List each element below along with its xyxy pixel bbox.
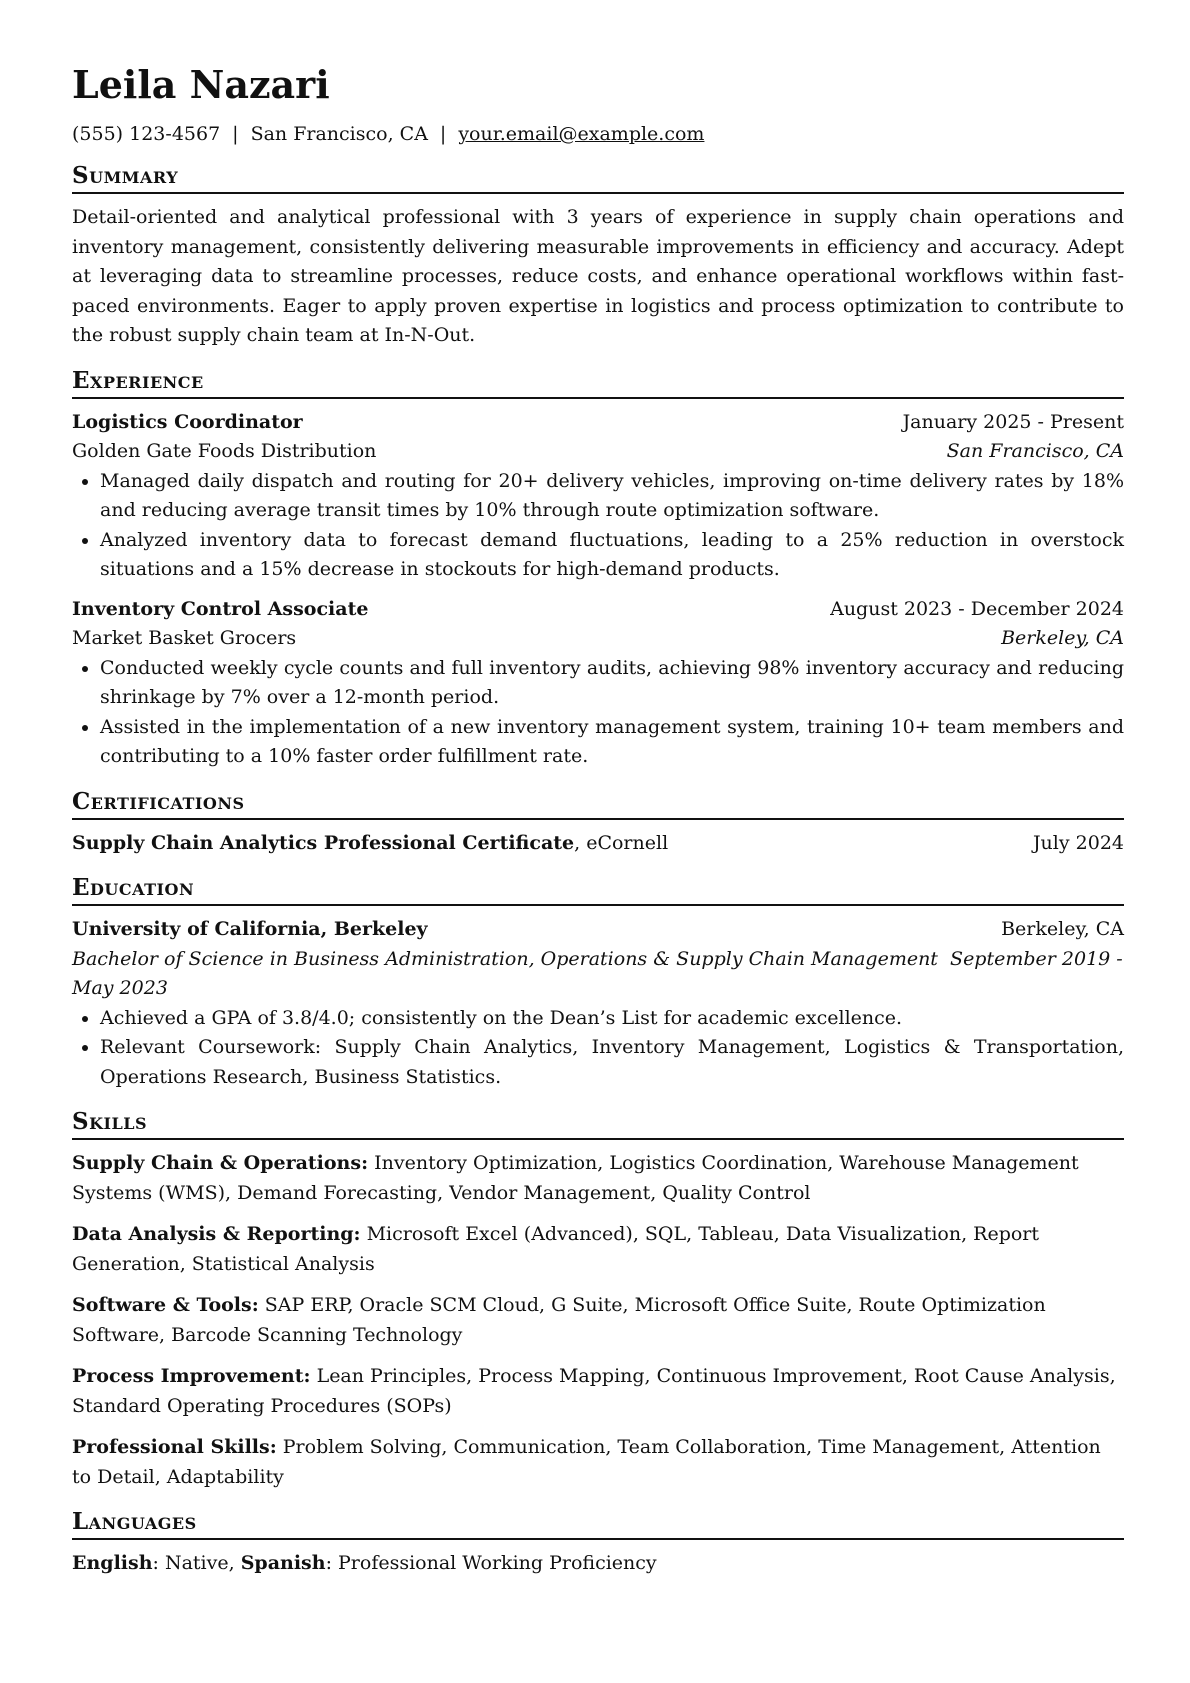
skill-group [72, 1362, 1124, 1421]
certifications-section [72, 787, 1124, 859]
job-bullets [72, 467, 1124, 585]
location: San Francisco, CA [250, 123, 428, 145]
section-title: Skills [72, 1107, 1124, 1140]
language-name: Spanish [240, 1552, 326, 1574]
skills-section [72, 1107, 1124, 1492]
education-bullets [72, 1004, 1124, 1093]
certification-name: Supply Chain Analytics Professional Certificate [72, 831, 575, 854]
section-title: Languages [72, 1507, 1124, 1540]
certification-date: July 2024 [1032, 831, 1124, 854]
certification-issuer: , eCornell [574, 831, 669, 854]
summary-section [72, 161, 1124, 351]
section-title: Summary [72, 161, 1124, 194]
skill-text: Problem Solving, Communication, Team Collaboration, Time Management, Attention to Detail, Adaptability [72, 1436, 1101, 1488]
skill-group [72, 1149, 1124, 1208]
list-item: • Achieved a GPA of 3.8/4.0; consistently on the Dean’s List for academic excellence. [100, 1004, 1124, 1034]
language-level: : Native, [152, 1552, 241, 1574]
job-bullets [72, 654, 1124, 772]
list-item: • Analyzed inventory data to forecast demand fluctuations, leading to a 25% reduction in overstock situations and a 15% decrease in stockouts for high-demand products. [100, 526, 1124, 585]
job-dates: January 2025 - Present [902, 410, 1124, 433]
degree-dates: September 2019 - May 2023 [72, 947, 1123, 999]
degree: Bachelor of Science in Business Administration, Operations & Supply Chain Management [72, 947, 938, 970]
skill-text: Lean Principles, Process Mapping, Continuous Improvement, Root Cause Analysis, Standard Operating Procedures (SOPs) [72, 1365, 1116, 1417]
language-name: English [72, 1552, 153, 1574]
job-location: San Francisco, CA [946, 440, 1124, 462]
list-item: • Conducted weekly cycle counts and full inventory audits, achieving 98% inventory accuracy and reducing shrinkage by 7% over a 12-month period. [100, 654, 1124, 713]
email-link[interactable]: your.email@example.com [458, 123, 705, 145]
job-role: Inventory Control Associate [72, 597, 369, 620]
languages-section [72, 1507, 1124, 1579]
job-entry [72, 408, 1124, 585]
skill-group [72, 1291, 1124, 1350]
separator: | [439, 123, 447, 145]
skill-group [72, 1220, 1124, 1279]
section-title: Certifications [72, 787, 1124, 820]
education-section [72, 873, 1124, 1092]
job-dates: August 2023 - December 2024 [830, 597, 1124, 620]
skill-text: SAP ERP, Oracle SCM Cloud, G Suite, Microsoft Office Suite, Route Optimization Software, Barcode Scanning Technology [72, 1294, 1046, 1346]
skill-label: Process Improvement: [72, 1365, 311, 1387]
job-role: Logistics Coordinator [72, 410, 303, 433]
job-location: Berkeley, CA [1001, 627, 1124, 649]
school-name: University of California, Berkeley [72, 918, 428, 940]
contact-line [72, 122, 1124, 146]
job-company: Market Basket Grocers [72, 627, 297, 649]
list-item: • Relevant Coursework: Supply Chain Analytics, Inventory Management, Logistics & Transportation, Operations Research, Business Statistics. [100, 1033, 1124, 1092]
skill-text: Inventory Optimization, Logistics Coordination, Warehouse Management Systems (WMS), Demand Forecasting, Vendor Management, Quality Control [72, 1152, 1079, 1204]
skill-label: Professional Skills: [72, 1436, 277, 1458]
experience-section [72, 366, 1124, 772]
job-company: Golden Gate Foods Distribution [72, 440, 377, 462]
phone: (555) 123-4567 [72, 123, 221, 145]
skill-text: Microsoft Excel (Advanced), SQL, Tableau, Data Visualization, Report Generation, Statistical Analysis [72, 1223, 1040, 1275]
section-title: Experience [72, 366, 1124, 399]
skill-label: Software & Tools: [72, 1294, 259, 1316]
degree-line [72, 945, 1124, 1004]
summary-text: Detail-oriented and analytical professional with 3 years of experience in supply chain operations and inventory management, consistently delivering measurable improvements in efficiency and accuracy. Adept at leveraging data to streamline processes, reduce costs, and enhance operational workflows within fast-paced environments. Eager to apply proven expertise in logistics and process optimization to contribute to the robust supply chain team at In-N-Out. [72, 206, 1124, 346]
list-item: • Assisted in the implementation of a new inventory management system, training 10+ team members and contributing to a 10% faster order fulfillment rate. [100, 713, 1124, 772]
separator: | [232, 123, 239, 145]
languages-line [72, 1549, 1124, 1579]
skill-label: Data Analysis & Reporting: [72, 1223, 361, 1245]
candidate-name: Leila Nazari [72, 62, 330, 107]
skill-group [72, 1433, 1124, 1492]
job-entry [72, 595, 1124, 772]
skill-label: Supply Chain & Operations: [72, 1152, 369, 1174]
list-item: • Managed daily dispatch and routing for 20+ delivery vehicles, improving on-time delivery rates by 18% and reducing average transit times by 10% through route optimization software. [100, 467, 1124, 526]
school-location: Berkeley, CA [1001, 918, 1124, 940]
section-title: Education [72, 873, 1124, 906]
language-level: : Professional Working Proficiency [325, 1552, 657, 1574]
